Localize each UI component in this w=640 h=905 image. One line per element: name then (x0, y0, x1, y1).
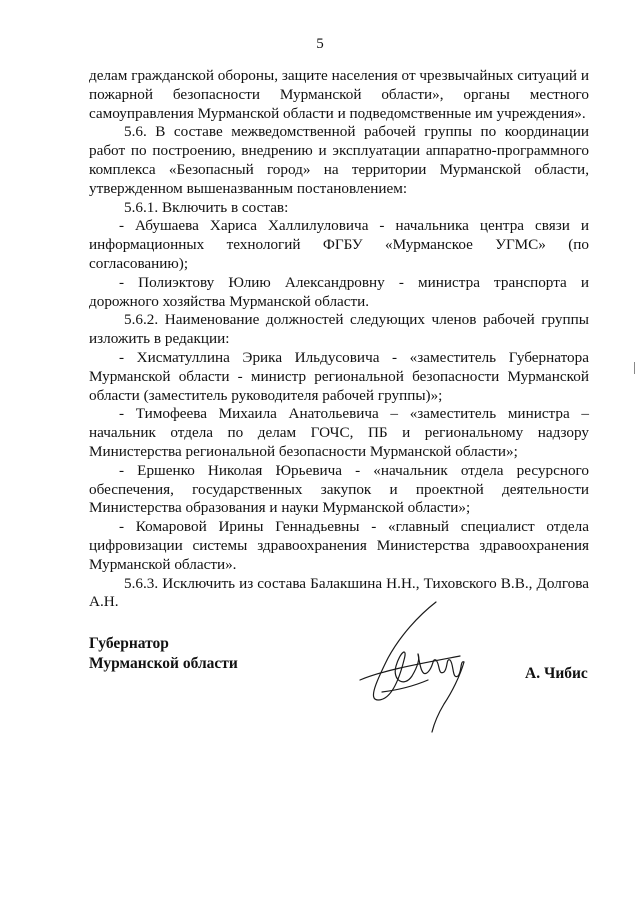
paragraph-5-6-2: 5.6.2. Наименование должностей следующих членов рабочей группы изложить в редакции: (89, 311, 589, 348)
list-item-khismatullin: - Хисматуллина Эрика Ильдусовича - «заместитель Губернатора Мурманской области - министр региональной безопасности Мурманской области (заместитель руководителя рабочей группы)»; (89, 348, 589, 404)
signatory-title-line1: Губернатор (89, 635, 169, 652)
list-item-timofeev: - Тимофеева Михаила Анатольевича – «заместитель министра – начальник отдела по делам ГОЧС, ПБ и региональному надзору Министерства региональной безопасности Мурманской области»; (89, 405, 589, 460)
paragraph-continuation: делам гражданской обороны, защите населения от чрезвычайных ситуаций и пожарной безопасности Мурманской области», органы местного самоуправления Мурманской области и подведомственные им учреждения». (89, 67, 589, 122)
paragraph-5-6: 5.6. В составе межведомственной рабочей группы по координации работ по построению, внедрению и эксплуатации аппаратно-программного комплекса «Безопасный город» на территории Мурманской области, утвержденном вышеназванным постановлением: (89, 123, 589, 197)
list-item-abushaev: - Абушаева Хариса Халлилуловича - начальника центра связи и информационных технологий ФГБУ «Мурманское УГМС» (по согласованию); (89, 217, 589, 272)
list-item-poliektova: - Полиэктову Юлию Александровну - министра транспорта и дорожного хозяйства Мурманской области. (89, 273, 589, 310)
paragraph-5-6-1: 5.6.1. Включить в состав: (124, 198, 289, 216)
signatory-title-line2: Мурманской области (89, 655, 238, 672)
signatory-title (89, 634, 238, 674)
handwritten-signature (348, 596, 498, 736)
list-item-komarova: - Комаровой Ирины Геннадьевны - «главный специалист отдела цифровизации системы здравоохранения Министерства здравоохранения Мурманской области». (89, 518, 589, 573)
page-number: 5 (316, 36, 324, 52)
list-item-ershenko: - Ершенко Николая Юрьевича - «начальник отдела ресурсного обеспечения, государственных закупок и проектной деятельности Министерства образования и науки Мурманской области»; (89, 461, 589, 517)
signatory-name: А. Чибис (525, 665, 588, 682)
margin-mark (634, 362, 635, 374)
document-body (89, 67, 589, 612)
paragraph-5-6-3: 5.6.3. Исключить из состава Балакшина Н.Н., Тиховского В.В., Долгова А.Н. (89, 574, 589, 611)
